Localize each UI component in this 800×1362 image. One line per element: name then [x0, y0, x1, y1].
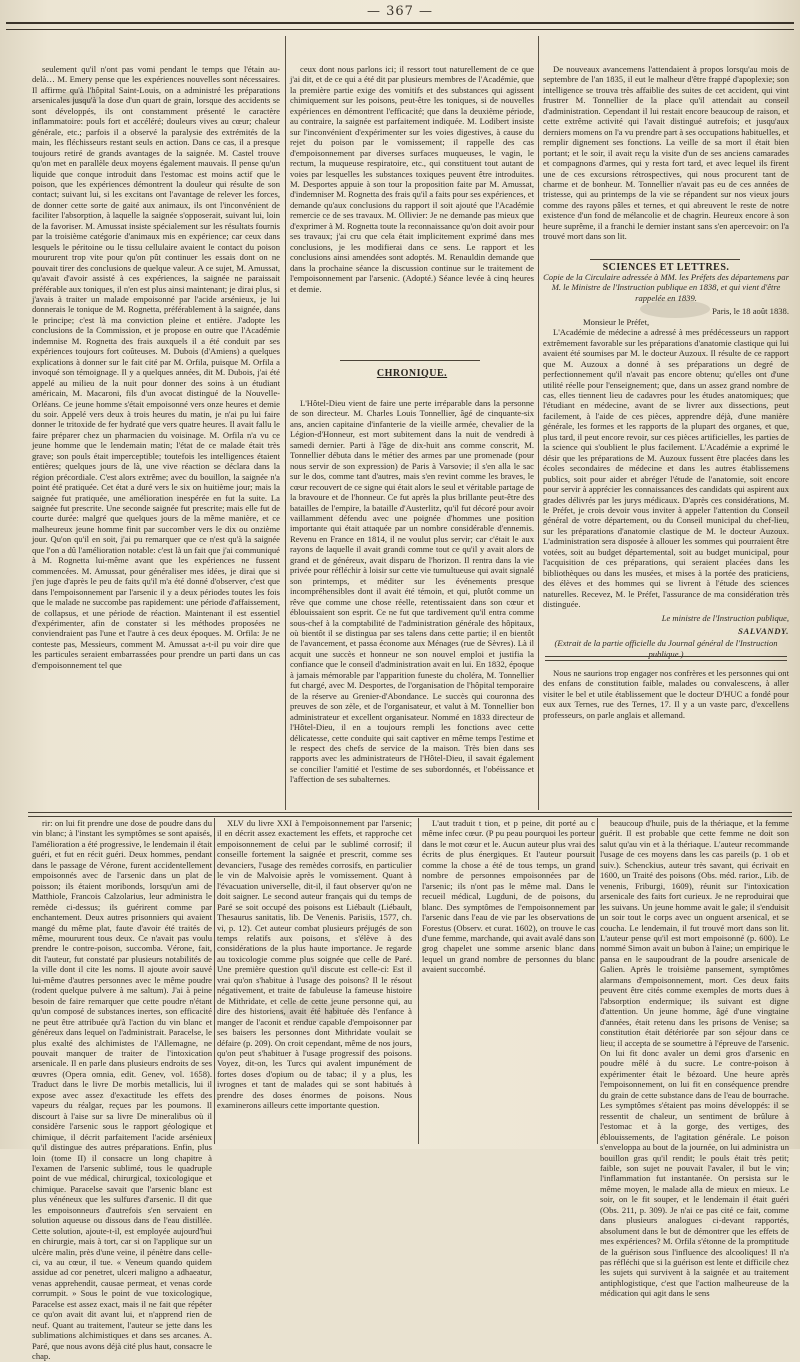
paper-stain	[60, 90, 100, 104]
separator-rule	[590, 259, 740, 260]
circular-title: Copie de la Circulaire adressée à MM. les Préfets des départemens par M. le Ministre de l'Instruction publique en 1838, et qui vient d'être rappelée en 1839.	[543, 272, 789, 303]
column-academy-debate	[32, 64, 280, 808]
signature-name: SALVANDY.	[738, 625, 789, 636]
body-text: De nouveaux avancemens l'attendaient à propos lorsqu'au mois de septembre de l'an 1835, il eut le malheur d'être frappé d'apoplexie; son intelligence se trouva très affaiblie des suites de cet accident, qui vint frustrer M. Tonnellier de la place qu'il attendait au conseil d'administration. Cependant il lui restait encore beaucoup de raison, et cette extrême activité qui l'avait distingué autrefois; et jusqu'aux derniers momens on l'a vu prendre part à ses occupations habituelles, et remplir dignement ses fonctions. La veille de sa mort il était bien portant; et le soir, il avait reçu la visite d'un de ses anciens camarades et compagnons d'armes, qui y resta fort tard, et avec lequel ils firent une de ces excursions rétrospectives, qui nous procurent tant de charme et de bonheur. M. Tonnellier n'avait pas eu de ces années de tristesse, qui au printemps de la vie se répandent sur nos vieux jours comme des rayons pâles et ternes, et qui abreuvent le reste de notre existence d'un fond de mélancolie et de chagrin. Heureux encore à son heure suprême, il a franchi le dernier instant sans s'en apercevoir: on l'a trouvé mort dans son lit.	[543, 64, 789, 242]
separator-rule	[545, 656, 787, 661]
body-text: L'Académie de médecine a adressé à mes prédécesseurs un rapport extrêmement favorable sur les préparations d'anatomie clastique qui lui avaient été soumises par M. le docteur Auzoux. Il résulte de ce rapport que M. Auzoux a donné à ses préparations un degré de perfectionnement qu'il n'avait pas encore obtenu; qu'elles ont d'une utilité réelle pour l'enseignement; que, dans un assez grand nombre de cas, elles tiennent lieu de cadavres pour les études anatomiques; que l'étudiant en médecine, avant de se livrer aux dissections, peut facilement, à l'aide de ces pièces, apprendre déjà, d'une manière générale, les formes et les rapports de la plupart des organes, et que, plus tard, il peut encore revoir, sur ces pièces artificielles, les parties de la science qui s'oublient le plus facilement. L'Académie a exprimé le désir que les préparations de M. Auzoux fussent être placées dans les écoles secondaires de médecine et dans les autres établissemens publics, soit pour aider et abréger l'étude de l'anatomie, soit encore pour servir à apprécier les connaissances des candidats qui aspirent aux grades délivrés par les jurys médicaux. D'après ces considérations, M. le Préfet, je crois devoir vous inviter à appeler l'attention du Conseil général de votre département, ou du Conseil municipal du chef-lieu, sur les préparations d'anatomie clastique de M. le docteur Auzoux. L'administration sera disposée à allouer les sommes qui pourraient être votées, soit au budget départemental, soit au budget municipal, pour l'acquisition de ces préparations, qui seraient placées dans les bibliothèques ou dans les musées, et mises à la portée des praticiens, des élèves et des hommes qui se livrent à l'étude des sciences naturelles. Recevez, M. le Préfet, l'assurance de ma considération très distinguée.	[543, 327, 789, 610]
section-rule	[28, 812, 792, 817]
column-sciences	[543, 270, 789, 659]
paper-stain	[280, 1000, 340, 1022]
notice-text: Nous ne saurions trop engager nos confrères et les personnes qui ont des enfans de constitution faible, malades ou convalescens, à aller visiter le bel et utile établissement que le docteur D'HUC a fondé pour eux aux Ternes, rue des Ternes, 17. Il y a un vaste parc, d'excellens professeurs, on parle anglais et allemand.	[543, 668, 789, 720]
column-history-3	[422, 818, 595, 1144]
column-rule-2	[538, 36, 539, 810]
column-history-2	[217, 818, 412, 1144]
page-folio: — 367 —	[366, 4, 434, 19]
column-chronique	[290, 398, 534, 808]
column-academy-conclusion	[290, 64, 534, 366]
source-note: (Extrait de la partie officielle du Journal général de l'Instruction publique.)	[554, 638, 778, 659]
column-rule-3	[214, 818, 215, 1144]
column-obituary-end	[543, 64, 789, 260]
separator-rule	[340, 360, 480, 361]
column-rule-1	[285, 36, 286, 810]
body-text: L'Hôtel-Dieu vient de faire une perte irréparable dans la personne de son directeur. M. Charles Louis Tonnellier, âgé de cinquante-six ans, ancien capitaine d'infanterie de la vieille armée, chevalier de la Légion-d'Honneur, est mort subitement dans la nuit de vendredi à samedi dernier. Parti à l'âge de dix-huit ans comme conscrit, M. Tonnellier débuta dans le métier des armes par une promenade (pour nous servir de son expression) de Paris à Varsovie; il s'en alla le sac sur le dos, comme tant d'autres, mais s'en revint comme les braves, le cœur recouvert de ce signe qui était alors le seul et véritable partage de la bravoure et de l'honneur. Ce fut après la plus brillante peut-être des batailles de l'empire, la bataille d'Austerlitz, qu'il fut décoré pour avoir vaillamment défendu avec une poignée d'hommes une position importante qui était attaquée par un nombre considérable d'ennemis. Revenu en France en 1814, il ne voulut plus servir; car c'était le aux rayons de laquelle il avait grandi comme tout ce qu'il y avait alors de grand et de généreux, avait disparu de l'horizon. Il rentra dans la vie privée pour réfléchir à loisir sur cette vie tumultueuse qui avait signalé son printemps, et méditer sur les événements presque incompréhensibles dont il avait été témoin, et qui, plutôt comme un rêve que comme une chose réelle, retentissaient dans son cœur et éblouissaient son esprit. Ce ne fut que tardivement qu'il entra comme sous-chef à la comptabilité de l'administration générale des hôpitaux, où bientôt il se distingua par ses talens dans cette partie; il en bientôt de l'avancement, et passa économe aux Ménages (rue de Sèvres). Là il acquit une succès et honneur ne son nouvel emploi et justifia la confiance que le conseil d'administration avait en lui. En 1832, époque à jamais mémorable par l'apparition funeste du choléra, M. Tonnellier fut chargé, avec M. Desportes, de l'organisation de l'hôpital temporaire de la réserve au Grenier-d'Abondance. Le succès qui couronna des preuves de son zèle, et de l'organisateur, et valut à M. Tonnellier bon administrateur et excellent organisateur. Nommé en 1833 directeur de l'Hôtel-Dieu, il en a toujours rempli les fonctions avec cette délicatesse, cette conduite qui sait captiver en même temps l'estime et le respect des chefs de service de la maison. Très bien dans ses rapports avec les administrateurs de l'Hôtel-Dieu, il savait également se concilier l'amitié et l'estime de ses subordonnés, et l'obéissance et l'affection de ses subalternes.	[290, 398, 534, 785]
salutation: Monsieur le Préfet,	[583, 316, 650, 327]
dateline: Paris, le 18 août 1838.	[712, 306, 789, 317]
body-text: beaucoup d'huile, puis de la thériaque, et la femme guérit. Il est probable que cette femme ne doit son salut qu'au vin et à la thériaque. L'auteur recommande l'usage de ces moyens dans les cas pareils (p. 1 ob et suiv.). Schenckius, auteur très savant, qui écrivait en 1600, un Traité des poisons (Obs. méd. rarior., Lib. de venenis, Friburgi, 1609), réunit sur l'intoxication arsenicale des faits fort curieux. Je ne reproduirai que les suivans. Un jeune homme avait le gale; il s'enduisit un soir tout le corps avec un onguent arsenical, et se coucha. Le lendemain, il fut trouvé mort dans son lit. L'auteur pense qu'il est mort empoisonné (p. 600). Le nommé Simon avait un bubon à l'aine; un empirique le pansa en le saupoudrant de la poudre arsenicale de Galien. Après le troisième pansement, symptômes alarmans d'empoisonnement, mort. Ces deux faits peuvent être cités comme exemples de morts dues à l'absorption endermique; ils suivant est digne d'attention. Un jeune homme, âgé d'une vingtaine d'années, était retenu dans les prisons de Venise; sa constitution était détériorée par son séjour dans ce lieu; il accepta de se soumettre à l'épreuve de l'arsenic. On lui fit donc avaler un demi gros d'arsenic en poudre mêlé à du sucre. Le contre-poison à expérimenter était le bézoard. Une heure après l'empoisonnement, on lui fit en conséquence prendre du grain de cette substance dans de l'eau de bourrache. Les symptômes s'étaient pas moins développés: il se ressentit de chaleur, un sentiment de brûlure à l'estomac et à la gorge, des vertiges, des éblouissements, de l'agitation générale. Le poison s'enveloppa au bout de la journée, on lui administra un bouillon gras qu'il rendit; le pouls était très petit; faible, son sujet ne pouvait l'avaler, il but le vin; l'inflammation fut instantanée. On persista sur le même moyen, le malade alla de mieux en mieux. Le soir, on le fit souper, et le lendemain il était guéri (Obs. 211, p. 309). Je n'ai ce pas cité ce fait, comme dans plusieurs analogues ci-devant rapportés, absolument dans le but de démontrer que les effets de mes expériences? M. Orfila s'étonne de la promptitude de la guérison sous l'influence des alcooliques! Il n'a pas réfléchi que si la guérison est lente et difficile chez les sujets qui survivent à la saignée et au traitement antiphlogistique, c'est que l'action malheureuse de la médication qui agit dans le sens	[600, 818, 789, 1299]
body-text: L'aut traduit t tion, et p peine, dit porté au c même infec cœur. (P pu peau pourquoi les porteur dans le mot cœur et le. Aucun auteur plus vrai des écrits de plus énergiques. Et l'auteur poursuit comme la chose a été de tous temps, un grand nombre de personnes empoisonnées par de l'arsenic; ils n'ont pas le même mal. Dans le recueil médical, Lugduni, de de poisons, du blanc. Des symptômes de l'empoisonnement par l'arsenic dans l'eau de vie par les observations de Forestus (Observ. et curat. 1602), on trouve le cas d'une femme, marchande, qui avait avalé dans son grog chapelet une somme arsenic blanc dans lequel un grand nombre de personnes du blanc avaient succombé.	[422, 818, 595, 975]
column-rule-4	[418, 818, 419, 1144]
paper-stain	[640, 300, 710, 318]
signature-title: Le ministre de l'Instruction publique,	[661, 612, 789, 623]
column-history-4	[600, 818, 789, 1299]
body-text: ceux dont nous parlons ici; il ressort tout naturellement de ce que j'ai dit, et de ce qui a été dit par plusieurs membres de l'Académie, que la première partie exige des vomitifs et des substances qui agissent chimiquement sur les poisons, peut-être les toniques, si de nouvelles expériences en démontrent l'efficacité; que dans la deuxième période, au contraire, la saignée est parfaitement indiquée. M. Lodibert insiste sur l'inconvénient d'expérimenter sur les voies digestives, à cause du rejet du poison par le vomissement; il rappelle des cas d'empoisonnement par diverses surfaces muqueuses, le vagin, le rectum, la muqueuse respiratoire, etc., qui constituent tout autant de voies par lesquelles les substances toxiques peuvent être introduites. M. Desportes appuie à son tour la proposition faite par M. Amussat, d'indemniser M. Rognetta des frais qu'il a faits pour ses expériences, et demande qu'aux conclusions du rapport il soit ajouté que l'Académie remercie ce de ses travaux. M. Ollivier: Je ne demande pas mieux que d'exprimer à M. Rognetta toute la reconnaissance qu'on doit avoir pour ses travaux; j'ai cru que cela était implicitement exprimé dans mes conclusions, je les modifierai dans ce sens. Le rapport et les conclusions ainsi amendées sont adoptés. M. Renauldin demande que dans la prochaine séance la discussion continue sur le traitement de l'empoisonnement par l'arsenic. (Adopté.) Séance levée à cinq heures et demie.	[290, 64, 534, 294]
chronique-heading: CHRONIQUE.	[376, 368, 448, 379]
column-notice	[543, 668, 789, 808]
body-text: rir: on lui fit prendre une dose de poudre dans du vin blanc; à l'instant les symptômes se sont apaisés, l'amélioration a été progressive, le lendemain il était guéri, et fut en récit guéri. Deux hommes, pendant dans le passage de Vérone, furent accidentellement empoisonnés avec de l'arsenic dans un plat de poisson; ils étaient moribonds, lorsqu'un ami de Matthiole, Francois Calzolarius, leur administra le remède ci-dessus; ils guérirent comme par enchantement. Deux autres prisonniers qui avaient mangé du même plat, faute d'avoir été traités de même, moururent tous deux. Ce n'avait pas voulu prendre le contre-poison, succomba. Vérone, fait, dit l'auteur, fut constaté par plusieurs notabilités de la ville dont il cite les noms. Il ajoute avoir sauvé lui-même d'autres personnes avec le même poudre (rodent quelque pulvere à me saltum). J'ai à peine besoin de faire remarquer que cette poudre n'étant qu'un composé de substances inertes, son efficacité ne peut être attribuée qu'à l'action du vin blanc et généreux dans lequel on l'administrait. Paracelse, le plus exalté des alchimistes de l'Allemagne, ne pouvait manquer de traiter de l'intoxication arsenicale. Il en parle dans plusieurs endroits de ses œuvres (Opera omnia, edit. Genev, vol. 1658). Traduct dans le livre De morbis metallicis, lui il expose avec assez d'exactitude les effets des vapeurs du réalgar, reçues par les poumons. Il discourt à l'aise sur sa livre De mineralibus où il considère l'arsenic sous le rapport géologique et chimique, il décrit parfaitement l'acide arsénieux qu'il distingue des autres préparations. Enfin, plus loin (tome II) il consacre un long chapitre à l'examen de l'arsenic sublimé, tous le quadruple point de vue médical, chirurgical, toxicologique et chimique. Paracelse savait que l'arsenic blanc est plus vénéneux que les sulfures d'arsenic. Il dit que les empoisonneurs d'autrefois s'en servaient en solution aqueuse ou dissous dans de l'eau distillée. Cette solution, ajoute-t-il, est employée aujourd'hui en chirurgie, mais à tort, car si on l'applique sur un ulcère malin, près d'une veine, il pénètre dans celle-ci, va au cœur, il tue. « Veneum quando quidem assidue ad cor penetret, ulceri maligno a adhaeatur, venas apprehendit, causae permeat, et venas corde corrumpit. » Sous le point de vue toxicologique, Paracelse est assez exact, mais il ne fait que répéter ce qu'on avait dit avant lui, et n'apprend rien de neuf. Quant au traitement, l'auteur se jette dans les sublimations alchimistiques et dans ses arcanes. A. Paré, que nous avons déjà cité plus haut, consacre le chap.	[32, 818, 212, 1362]
column-history-1	[32, 818, 212, 1362]
masthead-rule	[6, 22, 794, 30]
body-text: XLV du livre XXI à l'empoisonnement par l'arsenic; il en décrit assez exactement les effets, et rapproche cet empoisonnement de celui par le sublimé corrosif; il conseille fortement la saignée et prescrit, comme ses devanciers, l'usage des remèdes corrosifs, en particulier le vin de Malvoisie après le vomissement. Quant à l'évacuation universelle, dit-il, il faut observer qu'on ne doit saigner. Le second auteur français qui du temps de Paré se soit occupé des poisons est Liébault (Liébault, Thesaurus sanitatis, lib. De Venenis. Parisiis, 1577, ch. vi, p. 12). Cet auteur combat plusieurs préjugés de son temps relatifs aux poisons, et s'élève à des considérations de la plus haute importance. Je regarde au toxicologie comme plus soignée que celle de Paré. Une première question qu'il discute est celle-ci: Est il vrai qu'on s'habitue à l'usage des poisons? Il le résout négativement, et traite de fabuleuse la fameuse histoire de Mithridate, et celle de cette jeune personne qui, au dire des historiens, avait été habituée dès l'enfance à manger de l'aconit et rendue capable d'empoisonner par ses baisers les personnes dont Mithridate voulait se défaire (p. 209). On croit cependant, même de nos jours, qu'on peut s'habituer à l'usage progressif des poisons. Voyez, dit-on, les Turcs qui avalent impunément de fortes doses d'opium ou de tabac; il y a plus, les ivrognes et tant de malades qui se sont habitués à prendre des doses énormes de poisons. Nous examinerons ailleurs cette importante question.	[217, 818, 412, 1111]
body-text: seulement qu'il n'ont pas vomi pendant le temps que l'étain au-delà… M. Emery pense que les expériences nouvelles sont nécessaires. Il affirme qu'à l'hôpital Saint-Louis, on a administré les préparations arsenicales jusqu'à la dose d'un quart de grain, lorsque des accidents se sont développés, ils ont constamment présenté le caractère inflammatoire: pouls fort et accéléré; douleurs vives au cœur; chaleur générale, etc.; parfois il a observé la paralysie des extrémités de la main, les fléchisseurs restant seuls en action. Dans ce cas, il a presque toujours retiré de grands avantages de la saignée. M. Castel trouve qu'on met en parallèle deux moyens également mauvais. Il pense qu'un liquide que conque introduit dans l'estomac est moins actif que le poison, que les expériences démontrent la douleur qui résulte de son contact; suivant lui, si les excitans ont l'avantage de relever les forces, de donner cette sorte de gaité aux animaux, ils ont l'inconvénient de faciliter l'absorption, à laquelle la saignée s'opposerait, suivant lui, loin de la favoriser. M. Amussat insiste spécialement sur les résultats fournis par la troisième catégorie d'animaux mis en expérience; car ceux dans lesquels le péritoine ou le tissu cellulaire avaient le contact du poison moururent trop vite pour qu'on pût continuer les essais dont on ne pouvait tirer des conclusions de quelque valeur. A ce sujet, M. Amussat, qu'avait d'avoir assisté à ces expériences, la saignée ne paraissait préférable aux toniques, il n'en est plus ainsi maintenant; je dirai plus, si j'avais à traiter un malade empoisonné par l'acide arsénieux, je lui donnerais le tonique de M. Rognetta, préférablement à la saignée, dans le principe; c'est là ma conviction pleine et entière. J'adopte les conclusions de la Commission, et je propose en outre que l'Académie indemnise M. Rognetta des frais auxquels il a été conduit par ses expériences toujours fort coûteuses. M. Dubois (d'Amiens) a quelques explications à donner sur le fait cité par M. Orfila, puisque M. Orfila a invoqué son témoignage. Il y a quelques années, dit M. Dubois, j'ai été appelé au milieu de la nuit pour donner des soins à un étudiant américain, M. Macaroni, fils d'un avocat distingué de la Nouvelle-Orléans. Ce jeune homme s'était empoisonné vers onze heures et demie du soir. Appelé vers deux à trois heures du matin, je n'ai pu lui faire donner le tritoxide de fer hydraté que vers quatre heures. Il avait fallu le faire préparer chez un pharmacien du voisinage. M. Orfila n'a vu ce jeune homme que le lendemain matin; l'état de ce malade était très grave; son pouls était imperceptible; toutefois les intelligences étaient entières; quelques jours de là, une vive réaction se déclara dans la région précordiale. C'est alors extrême; avec du bouillon, la saignée n'a point été pratiquée. Cet état a duré vers le six on huitième jour; mais la saignée fut pratiquée, une amélioration inespérée en fut la suite. La saignée fut prescrite. Une seconde saignée fut prescrite; mais elle fut de courte durée: malgré que quelques jours de la même manière, et ce malheureux jeune homme finit par succomber vers le dix ou onzième jour. Qu'on qu'il en soit, j'ai pu remarquer que ce n'est qu'à la saignée que l'on a dû l'amélioration notable: c'est là un fait que j'ai communiqué à M. Rognetta lui-même avant que les expériences ne fussent commencées. M. Amussat, pour généraliser mes idées, je dirai que si j'en juge d'après le peu de faits qu'il m'a été donné d'observer, c'est que dans l'empoisonnement par l'arsenic il y a deux périodes toutes les fois que le malade ne succombe pas rapidement: une période d'affaissement, de collapsus, et une période de réaction. Maintenant il est essentiel d'expérimenter, afin de constater si les méthodes proposées ne conviendraient pas l'une et l'autre à ces deux époques. M. Orfila: Je ne conteste pas, Messieurs, comment M. Amussat a-t-il pu voir dire que les particules seraient embarrassées pour prendre un parti dans un cas d'empoisonnement tel que	[32, 64, 280, 670]
column-rule-5	[597, 818, 598, 1144]
sciences-heading: SCIENCES ET LETTRES.	[602, 262, 730, 273]
